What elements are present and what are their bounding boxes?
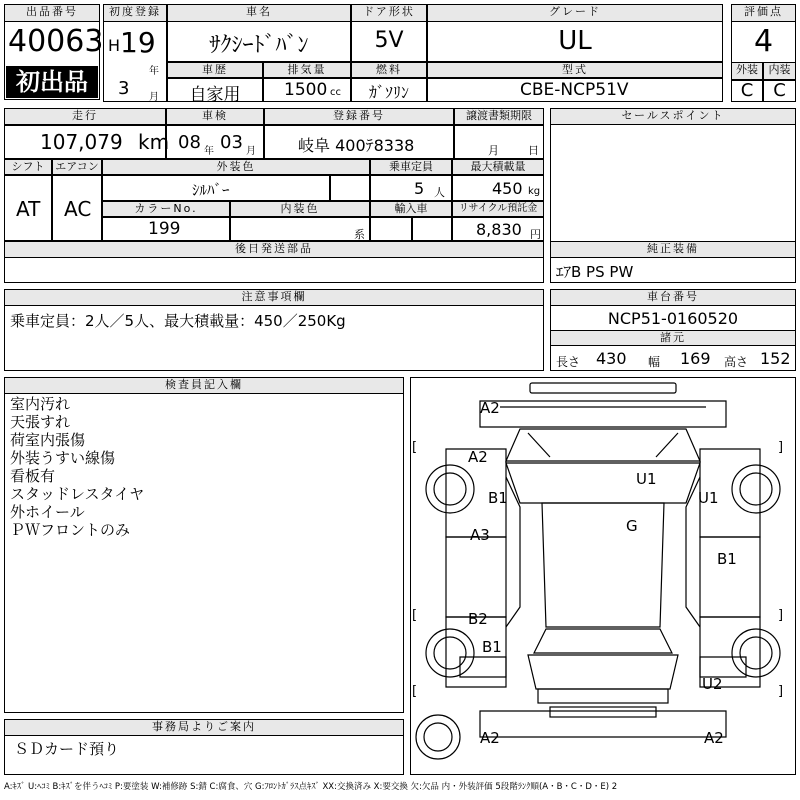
bracket-mark: [ <box>412 684 418 699</box>
history-label: 車歴 <box>167 62 263 78</box>
model-value: CBE-NCP51V <box>520 80 629 100</box>
door-value: 5V <box>374 28 404 53</box>
insp-year: 08 <box>178 132 201 153</box>
lot-label: 出品番号 <box>4 4 100 22</box>
color-no-label: カラーNo. <box>102 201 230 217</box>
displacement-value: 1500 <box>284 80 328 100</box>
maxload-unit: kg <box>528 186 541 197</box>
car-name: ｻｸｼｰﾄﾞﾊﾞﾝ <box>209 33 309 58</box>
recycle-value: 8,830 <box>476 220 522 239</box>
ext-label: 外装 <box>731 62 763 80</box>
inspector-line: 室内汚れ <box>10 395 71 413</box>
insp-month: 03 <box>220 132 243 153</box>
inspection-label: 車検 <box>166 108 264 125</box>
sales-point-box <box>550 108 796 243</box>
reg-number: 岐阜 400ﾃ8338 <box>298 136 415 155</box>
length-label: 長さ <box>556 355 581 369</box>
shift-label: シフト <box>4 159 52 175</box>
inspector-line: 天張すれ <box>10 413 71 431</box>
score-value: 4 <box>753 24 774 59</box>
bracket-mark: [ <box>412 608 418 623</box>
first-reg-label: 初度登録 <box>103 4 167 22</box>
damage-mark: A2 <box>480 729 500 747</box>
width-value: 169 <box>680 349 711 368</box>
capacity-value: 5 <box>414 179 425 198</box>
damage-mark: A2 <box>480 399 500 417</box>
parts-label: 後日発送部品 <box>4 241 544 258</box>
color-no-value: 199 <box>148 219 181 239</box>
mileage-unit: km <box>138 130 170 154</box>
bracket-mark: ] <box>778 684 784 699</box>
grade-label: グレード <box>427 4 723 22</box>
mileage-value: 107,079 <box>40 130 123 154</box>
damage-mark: U1 <box>636 470 657 488</box>
car-diagram <box>410 377 796 775</box>
lot-number: 40063 <box>8 24 104 59</box>
bracket-mark: ] <box>778 440 784 455</box>
fuel-value: ｶﾞｿﾘﾝ <box>368 83 409 102</box>
dims-label: 諸元 <box>550 330 796 346</box>
inspector-line: 荷室内張傷 <box>10 431 86 449</box>
inspector-line: ＰＷフロントのみ <box>10 521 131 539</box>
genuine-value: ｴｱB PS PW <box>556 263 634 281</box>
displacement-label: 排気量 <box>263 62 351 78</box>
maxload-label: 最大積載量 <box>452 159 544 175</box>
aircon-value: AC <box>64 197 92 221</box>
transfer-day: 日 <box>528 144 539 157</box>
displacement-unit: cc <box>330 87 341 98</box>
notes-text: 乗車定員：2人／5人、最大積載量：450／250Kg <box>10 312 346 330</box>
insp-month-unit: 月 <box>246 146 256 157</box>
damage-mark: B1 <box>488 489 508 507</box>
capacity-label: 乗車定員 <box>370 159 452 175</box>
genuine-label: 純正装備 <box>550 241 796 258</box>
office-text: ＳＤカード預り <box>14 740 120 758</box>
sales-point-label: セールスポイント <box>550 108 796 125</box>
chassis-label: 車台番号 <box>550 289 796 306</box>
damage-mark: U2 <box>702 675 723 693</box>
first-listing-badge: 初出品 <box>6 66 98 98</box>
inspector-lines <box>10 395 144 539</box>
notes-label: 注意事項欄 <box>4 289 544 306</box>
damage-mark: G <box>626 517 638 535</box>
damage-mark: A2 <box>468 448 488 466</box>
length-value: 430 <box>596 349 627 368</box>
office-label: 事務局よりご案内 <box>4 719 404 736</box>
int-color-label: 内装色 <box>230 201 370 217</box>
recycle-unit: 円 <box>530 228 541 241</box>
model-label: 型式 <box>427 62 723 78</box>
import-cell-b <box>412 217 452 241</box>
damage-mark: B1 <box>717 550 737 568</box>
chassis-number: NCP51-0160520 <box>607 309 739 328</box>
import-label: 輸入車 <box>370 201 452 217</box>
int-color-unit: 系 <box>354 228 365 241</box>
grade-value: UL <box>558 26 592 56</box>
transfer-month: 月 <box>488 144 499 157</box>
color-label: 外装色 <box>102 159 370 175</box>
int-grade: C <box>773 80 786 101</box>
reg-label: 登録番号 <box>264 108 454 125</box>
color-extra-cell <box>330 175 370 201</box>
width-label: 幅 <box>648 355 661 369</box>
bracket-mark: [ <box>412 440 418 455</box>
history-value: 自家用 <box>189 85 241 105</box>
damage-mark: A3 <box>470 526 490 544</box>
height-label: 高さ <box>724 355 749 369</box>
month-unit: 月 <box>149 92 159 103</box>
maxload-value: 450 <box>492 179 523 198</box>
height-value: 152 <box>760 349 791 368</box>
year-unit: 年 <box>149 66 159 77</box>
bracket-mark: ] <box>778 608 784 623</box>
reg-month: 3 <box>118 78 130 99</box>
recycle-label: リサイクル預託金 <box>452 201 544 217</box>
damage-mark: U1 <box>698 489 719 507</box>
insp-year-unit: 年 <box>204 146 214 157</box>
shift-value: AT <box>16 197 41 221</box>
import-cell-a <box>370 217 412 241</box>
inspector-line: 外装うすい線傷 <box>10 449 116 467</box>
damage-mark: B1 <box>482 638 502 656</box>
int-color-cell <box>230 217 370 241</box>
score-label: 評価点 <box>731 4 796 22</box>
era: H <box>108 36 121 55</box>
car-name-label: 車名 <box>167 4 351 22</box>
inspector-label: 検査員記入欄 <box>4 377 404 394</box>
ext-grade: C <box>740 80 754 101</box>
inspector-line: スタッドレスタイヤ <box>10 485 145 503</box>
int-label: 内装 <box>763 62 796 80</box>
damage-mark: A2 <box>704 729 724 747</box>
fuel-label: 燃料 <box>351 62 427 78</box>
inspector-line: 外ホイール <box>10 503 85 521</box>
transfer-label: 譲渡書類期限 <box>454 108 544 125</box>
door-label: ドア形状 <box>351 4 427 22</box>
aircon-label: エアコン <box>52 159 102 175</box>
color-value: ｼﾙﾊﾞｰ <box>192 181 230 199</box>
reg-year: 19 <box>120 26 156 59</box>
inspector-line: 看板有 <box>10 467 56 485</box>
damage-mark: B2 <box>468 610 488 628</box>
legend-text: A:ｷｽﾞ U:ﾍｺﾐ B:ｷｽﾞを伴うﾍｺﾐ P:要塗装 W:補修跡 S:錆 C:腐食、穴 G:ﾌﾛﾝﾄｶﾞﾗｽ点ｷｽﾞ XX:交換済み X:要交換 欠:欠品 内・外装評価 5段階ﾗﾝｸ順(A・B・C・D・E) 2 <box>4 782 618 792</box>
mileage-label: 走行 <box>4 108 166 125</box>
capacity-unit: 人 <box>434 186 445 199</box>
